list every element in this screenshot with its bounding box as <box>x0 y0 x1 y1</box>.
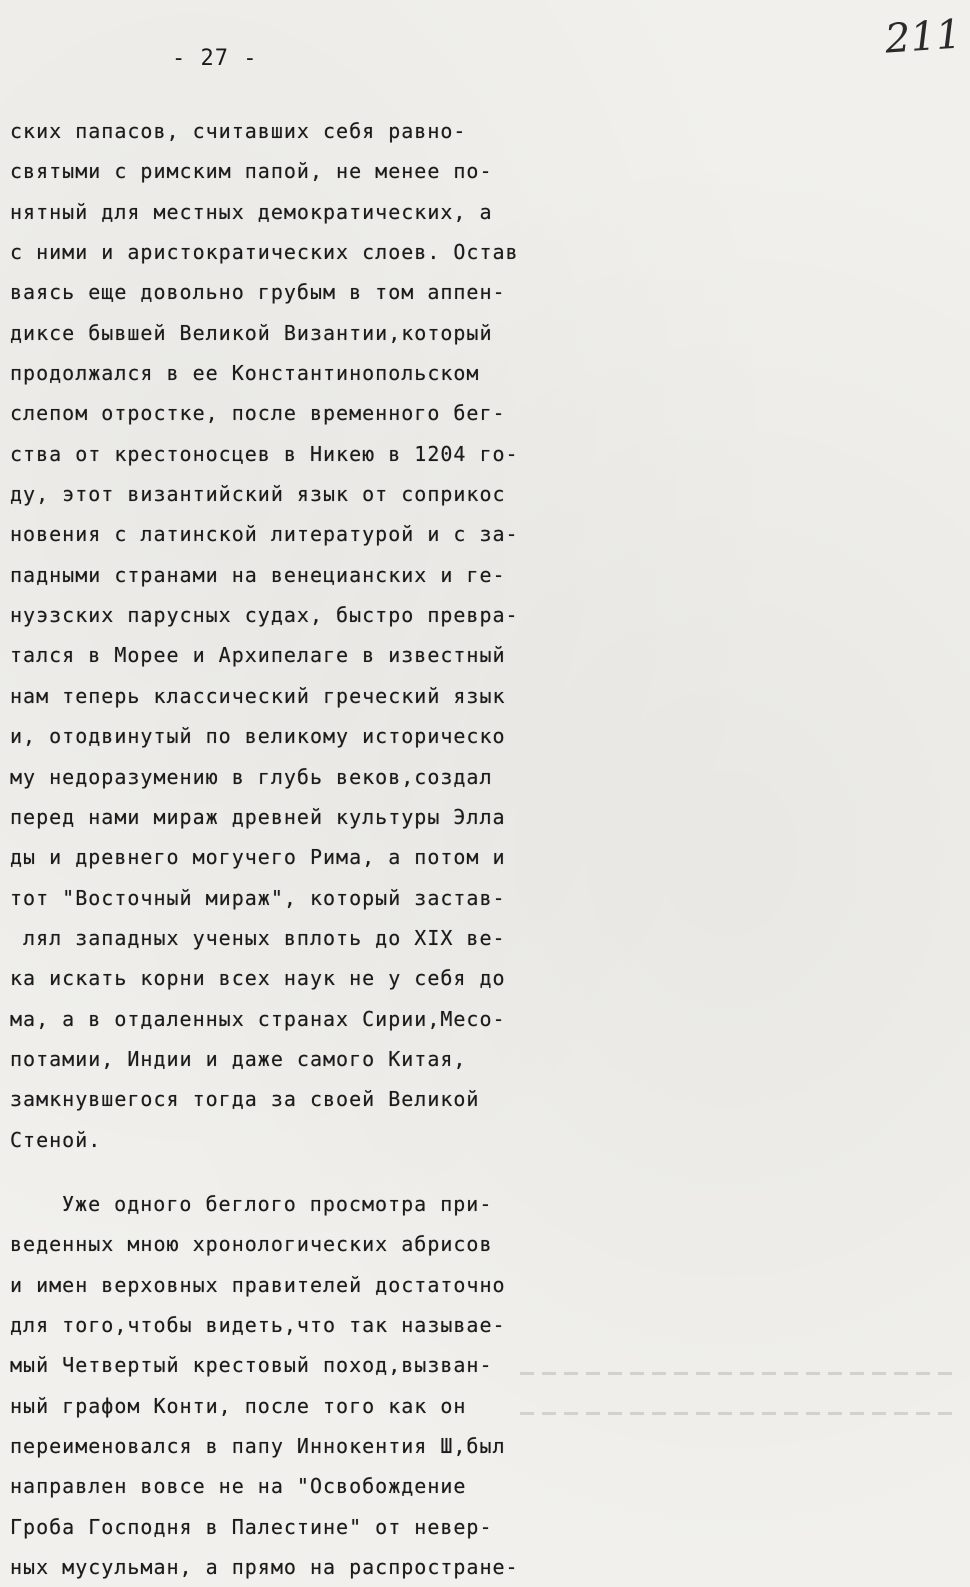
text-line: ду, этот византийский язык от соприкос <box>10 482 506 507</box>
text-line: с ними и аристократических слоев. Остав <box>10 240 519 265</box>
text-line: новения с латинской литературой и с за- <box>10 522 519 547</box>
text-line: му недоразумению в глубь веков,создал <box>10 764 493 789</box>
text-line: тался в Морее и Архипелаге в известный <box>10 643 506 668</box>
text-line: и, отодвинутый по великому историческо <box>10 724 506 749</box>
text-line: ных мусульман, а прямо на распростране- <box>10 1555 519 1580</box>
text-line: ства от крестоносцев в Никею в 1204 го- <box>10 441 519 466</box>
text-line: потамии, Индии и даже самого Китая, <box>10 1046 467 1071</box>
text-line: для того,чтобы видеть,что так называе- <box>10 1312 506 1337</box>
text-line: Уже одного беглого просмотра при- <box>62 1191 493 1216</box>
text-line: ный графом Конти, после того как он <box>10 1393 467 1418</box>
text-line: продолжался в ее Константинопольском <box>10 361 480 386</box>
text-line: ка искать корни всех наук не у себя до <box>10 966 506 991</box>
paragraph <box>10 111 550 1160</box>
text-line: нуэзских парусных судах, быстро превра- <box>10 603 519 628</box>
text-line: диксе бывшей Великой Византии,который <box>10 320 493 345</box>
text-line: ды и древнего могучего Рима, а потом и <box>10 845 506 870</box>
text-line: веденных мною хронологических абрисов <box>10 1232 493 1257</box>
text-line: направлен вовсе не на "Освобождение <box>10 1474 467 1499</box>
text-line: лял западных ученых вплоть до XIX ве- <box>10 925 506 950</box>
folio-mark: 211 <box>883 11 963 63</box>
paragraph-gap <box>10 1160 550 1184</box>
page-number: - 27 - <box>172 46 258 71</box>
text-line: ваясь еще довольно грубым в том аппен- <box>10 280 506 305</box>
text-line: замкнувшегося тогда за своей Великой <box>10 1087 480 1112</box>
text-body <box>10 111 550 1587</box>
text-line: перед нами мираж древней культуры Элла <box>10 804 506 829</box>
text-line: слепом отростке, после временного бег- <box>10 401 506 426</box>
text-line: Гроба Господня в Палестине" от невер- <box>10 1514 493 1539</box>
text-line: мый Четвертый крестовый поход,вызван- <box>10 1353 493 1378</box>
text-line: святыми с римским папой, не менее по- <box>10 159 493 184</box>
text-line: и имен верховных правителей достаточно <box>10 1272 506 1297</box>
text-line: переименовался в папу Иннокентия Ш,был <box>10 1434 506 1458</box>
text-line: падными странами на венецианских и ге- <box>10 562 506 587</box>
text-line: Стеной. <box>10 1127 102 1152</box>
text-line: тот "Восточный мираж", который застав- <box>10 885 506 910</box>
faint-bleedthrough-line <box>520 1412 960 1415</box>
text-line: нятный для местных демократических, а <box>10 199 493 224</box>
paragraph <box>10 1184 550 1587</box>
faint-bleedthrough-line <box>520 1372 960 1375</box>
text-line: нам теперь классический греческий язык <box>10 683 506 708</box>
text-line: ма, а в отдаленных странах Сирии,Месо- <box>10 1006 506 1031</box>
text-line: ских папасов, считавших себя равно- <box>10 119 467 143</box>
